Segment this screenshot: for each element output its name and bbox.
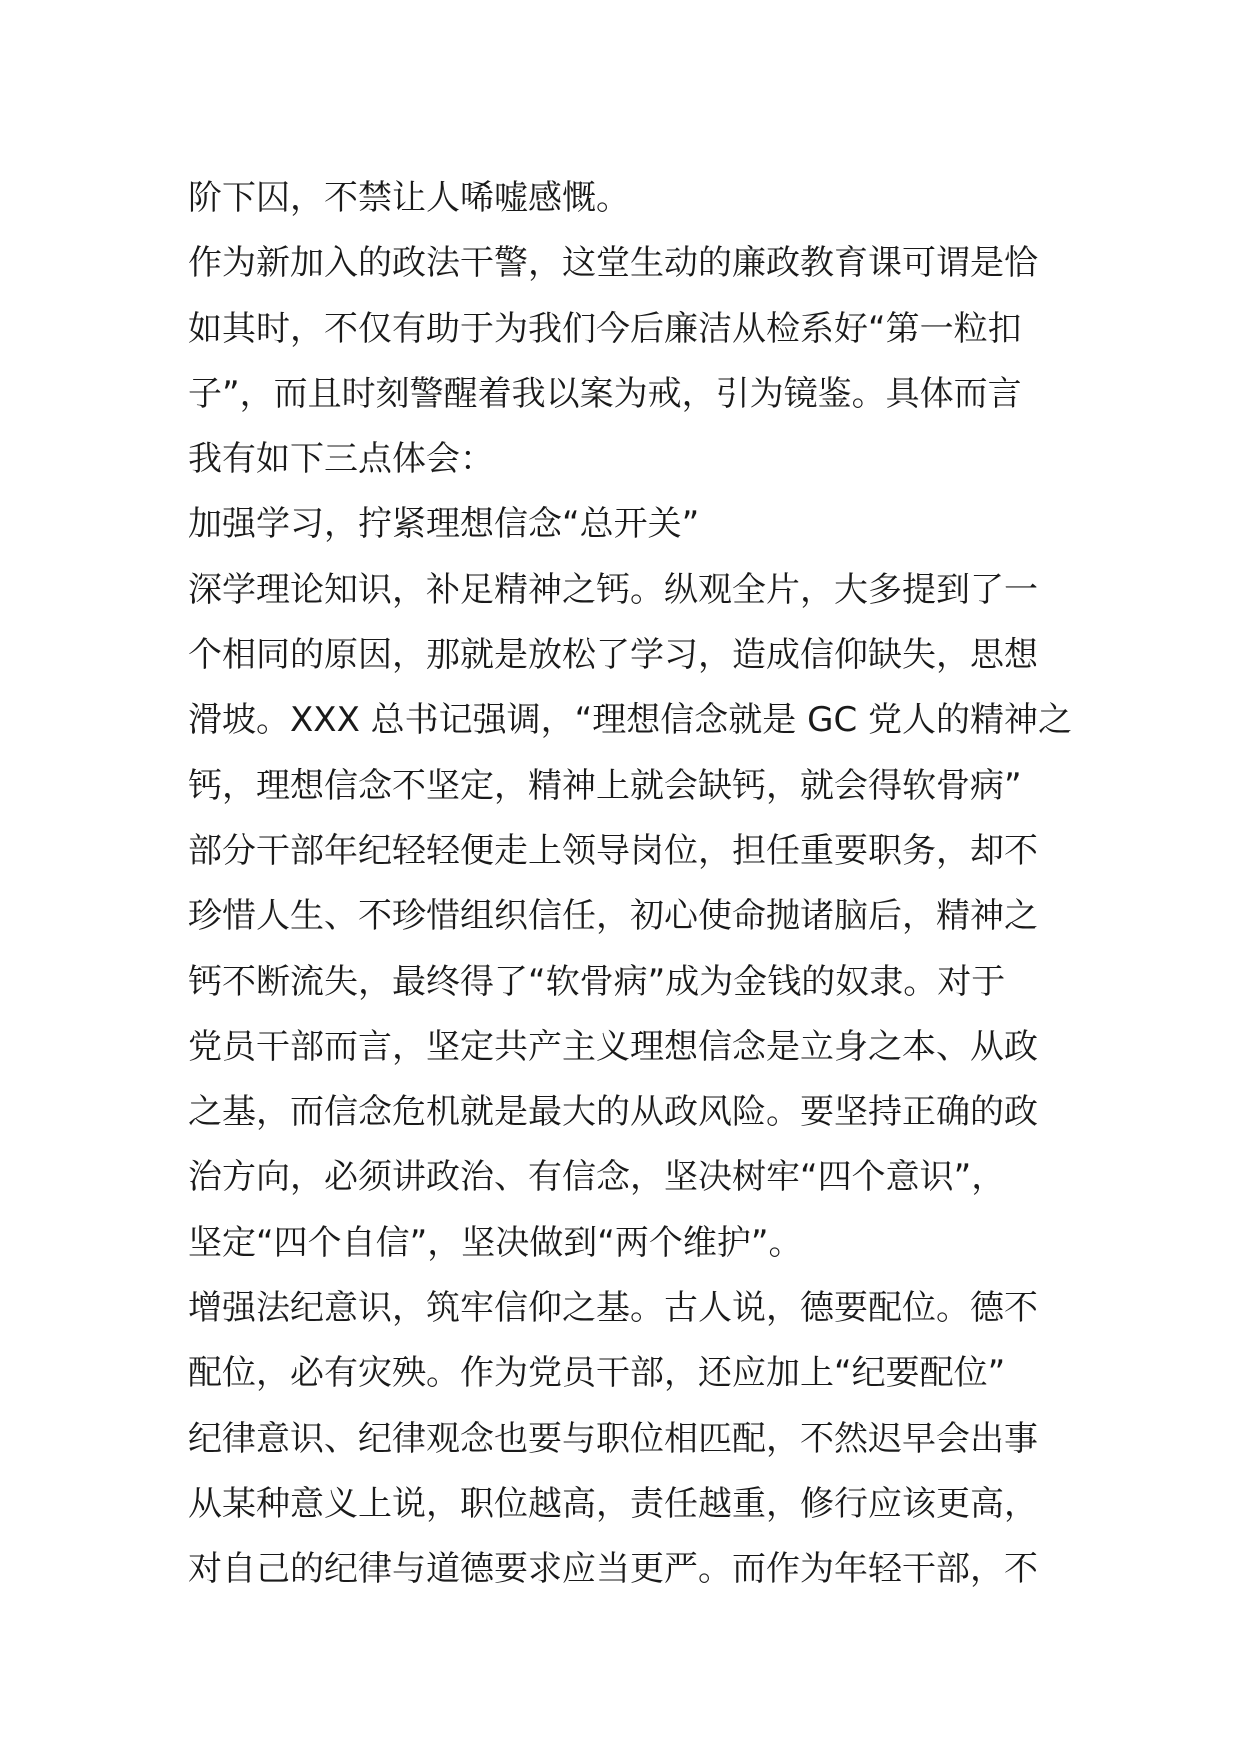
body-text [188,166,1072,1603]
text-line: 我有如下三点体会： [188,439,494,480]
text-line: 增强法纪意识，筑牢信仰之基。古人说，德要配位。德不 [188,1288,1038,1329]
text-line: 个相同的原因，那就是放松了学习，造成信仰缺失，思想 [188,635,1038,676]
text-line: 部分干部年纪轻轻便走上领导岗位，担任重要职务，却不 [188,830,1038,871]
text-line: 对自己的纪律与道德要求应当更严。而作为年轻干部，不 [188,1549,1038,1590]
text-line: 从某种意义上说，职位越高，责任越重，修行应该更高， [188,1483,1038,1524]
text-line: 子”，而且时刻警醒着我以案为戒，引为镜鉴。具体而言 [188,373,1022,414]
text-line: 坚定“四个自信”，坚决做到“两个维护”。 [188,1222,803,1263]
text-line: 阶下囚，不禁让人唏嘘感慨。 [188,178,630,218]
text-line: 治方向，必须讲政治、有信念，坚决树牢“四个意识”， [188,1157,1006,1198]
text-line: 之基，而信念危机就是最大的从政风险。要坚持正确的政 [188,1092,1038,1133]
text-line: 配位，必有灾殃。作为党员干部，还应加上“纪要配位” [188,1353,1006,1394]
section-heading: 加强学习，拧紧理想信念“总开关” [188,504,700,545]
text-line: 作为新加入的政法干警，这堂生动的廉政教育课可谓是恰 [188,243,1038,284]
text-line: 钙不断流失，最终得了“软骨病”成为金钱的奴隶。对于 [188,961,1006,1002]
text-line: 深学理论知识，补足精神之钙。纵观全片，大多提到了一 [188,569,1038,610]
text-line: 如其时，不仅有助于为我们今后廉洁从检系好“第一粒扣 [188,308,1022,349]
text-line: 滑坡。XXX 总书记强调，“理想信念就是 GC 党人的精神之 [188,700,1072,741]
text-line: 党员干部而言，坚定共产主义理想信念是立身之本、从政 [188,1026,1038,1067]
text-line: 珍惜人生、不珍惜组织信任，初心使命抛诸脑后，精神之 [188,896,1038,937]
text-line: 纪律意识、纪律观念也要与职位相匹配，不然迟早会出事 [188,1418,1038,1459]
text-line: 钙，理想信念不坚定，精神上就会缺钙，就会得软骨病” [188,765,1022,806]
